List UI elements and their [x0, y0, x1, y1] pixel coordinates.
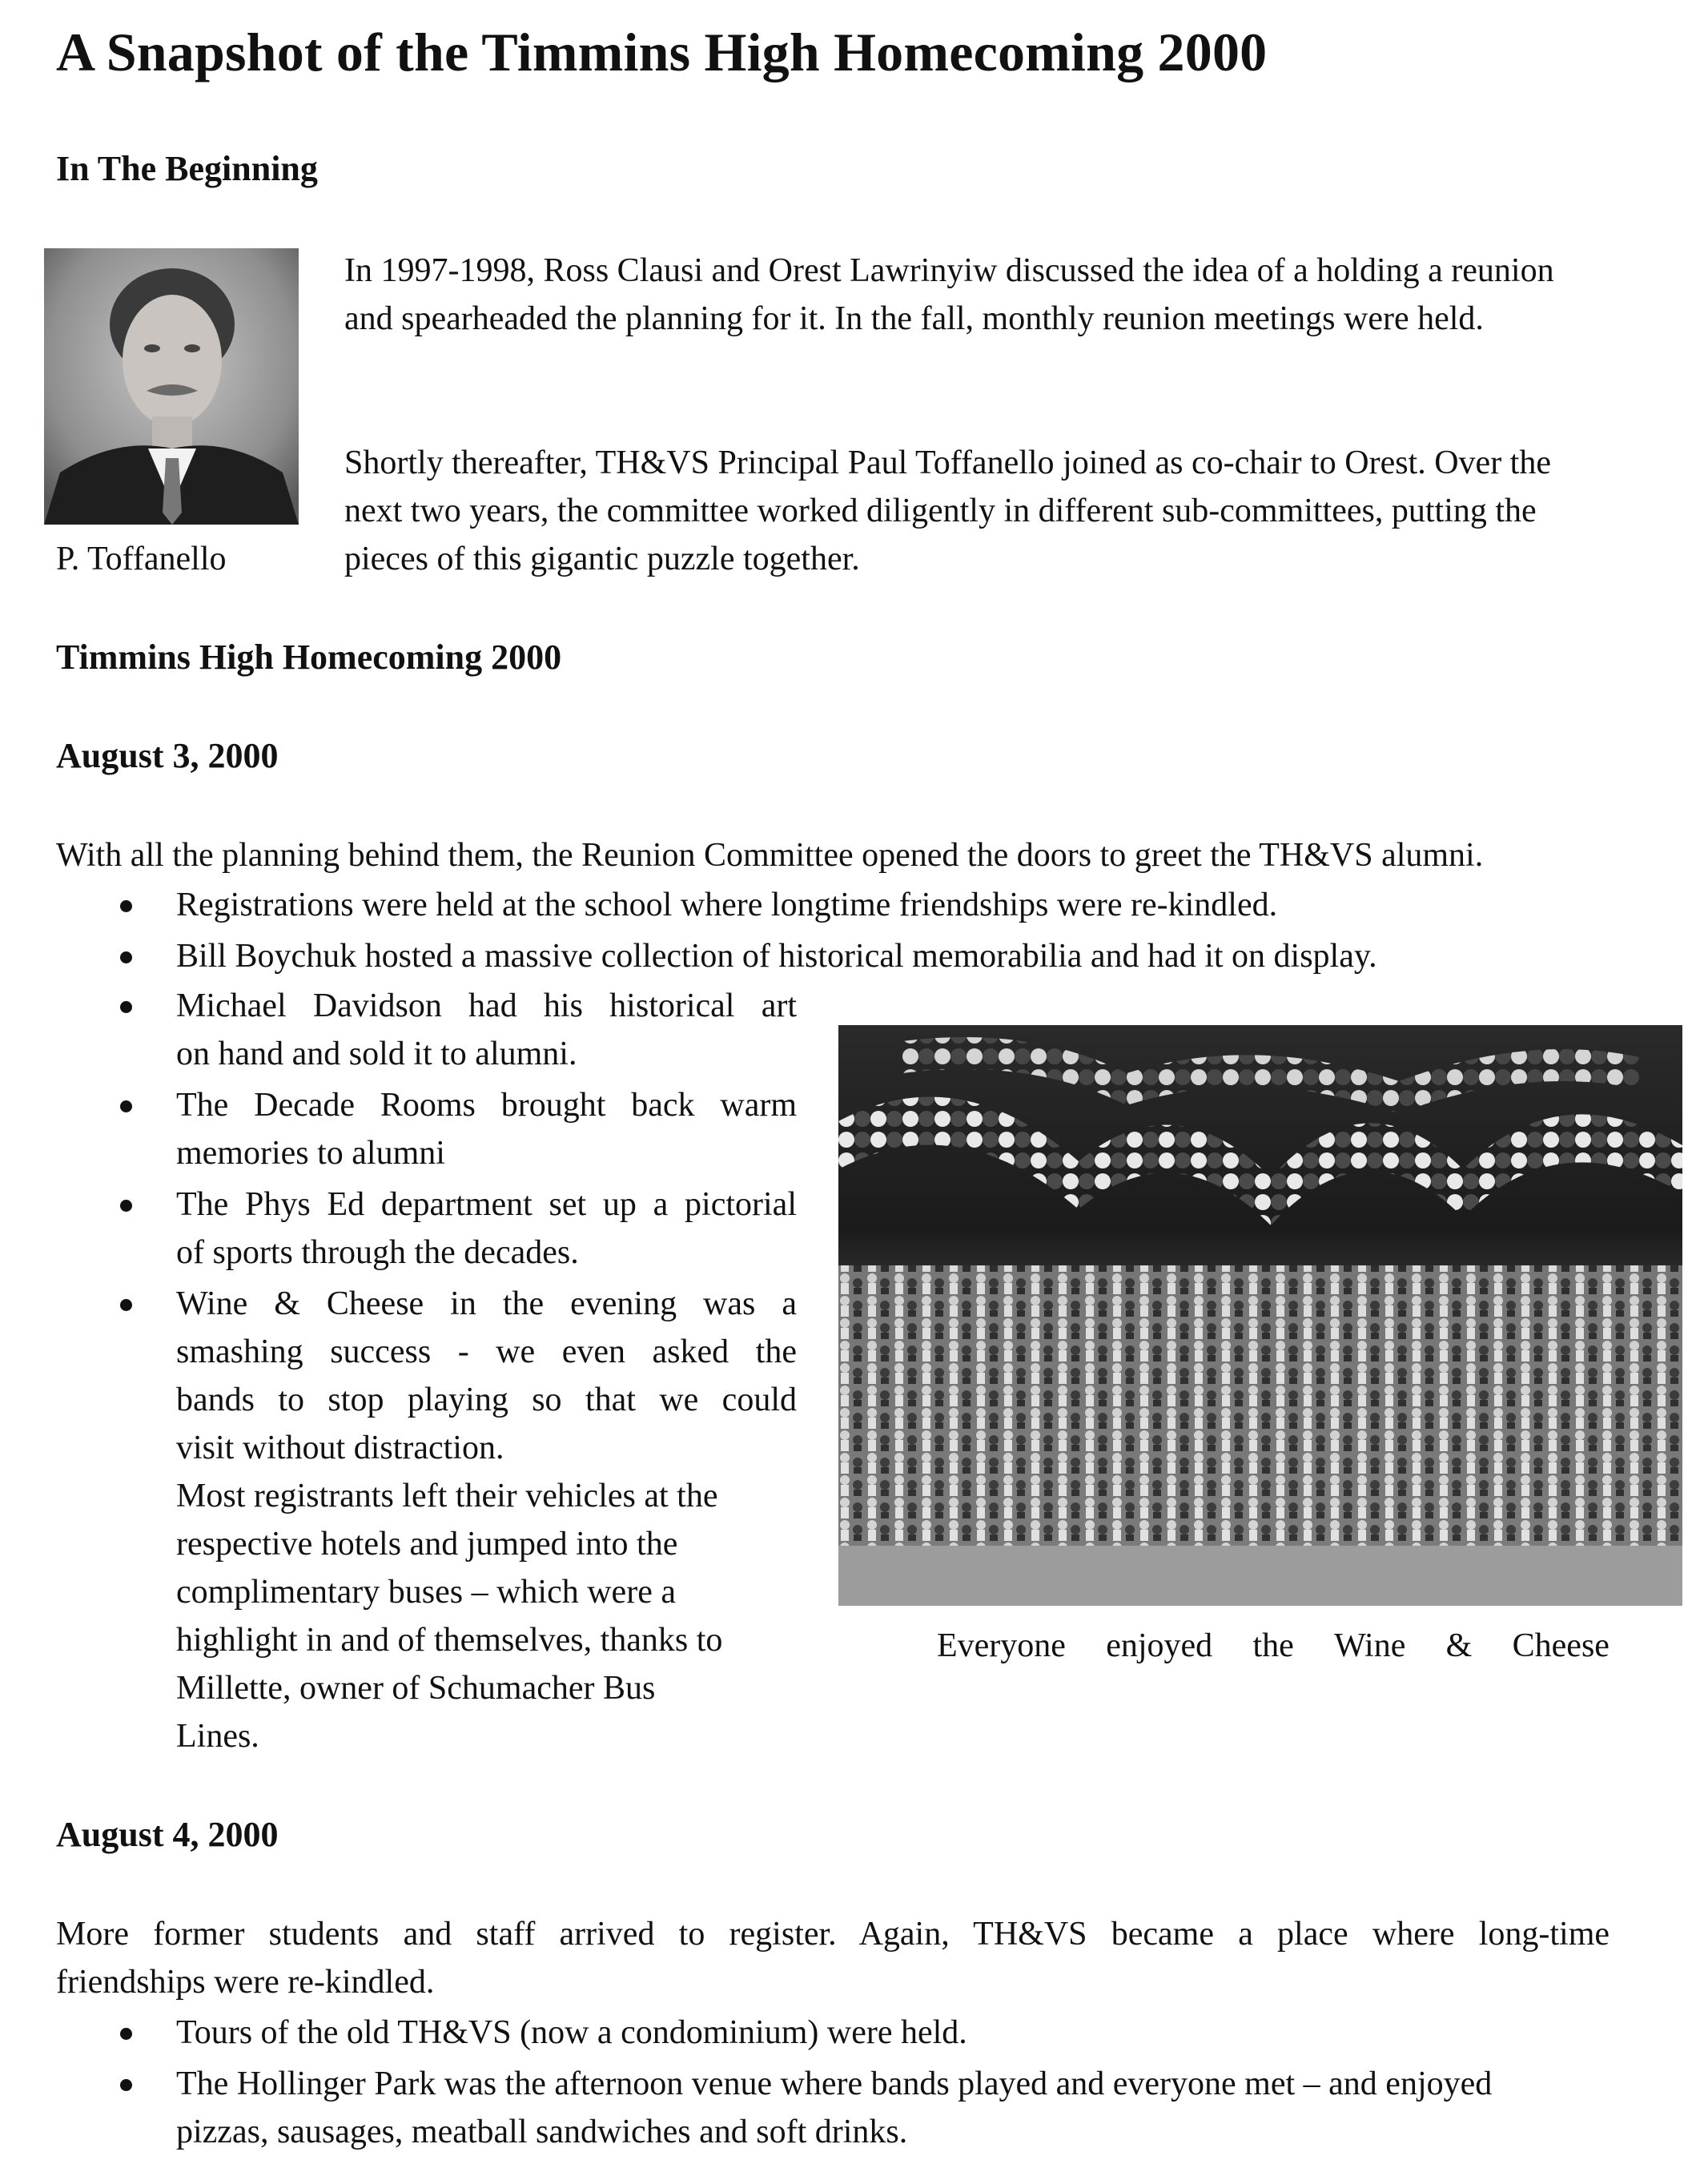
- list-item: The Phys Ed department set up a pictorial of sports through the decades.: [56, 1181, 797, 1277]
- list-item: Registrations were held at the school where longtime friendships were re-kindled.: [56, 881, 1690, 929]
- aug3-bullets-full: [56, 881, 1690, 983]
- bullet-icon: [120, 1100, 132, 1112]
- list-item: Bill Boychuk hosted a massive collection of historical memorabilia and had it on display.: [56, 932, 1690, 980]
- beginning-paragraph-2: Shortly thereafter, TH&VS Principal Paul Toffanello joined as co-chair to Orest. Over the next two years, the committee worked diligently in different sub-committees, putting the pieces of this gigantic puzzle together.: [344, 444, 1551, 577]
- aug4-bullets: [56, 2009, 1690, 2159]
- portrait-caption: P. Toffanello: [56, 541, 227, 577]
- section-heading-homecoming: Timmins High Homecoming 2000: [56, 638, 562, 677]
- list-item: Wine & Cheese in the evening was a smashing success - we even asked the bands to stop playing so that we could visit without distraction. Most registrants left their vehicles at the respective hotels and jumped into the complimentary buses – which were a highlight in and of themselves, thanks to Millette, owner of Schumacher Bus Lines.: [56, 1280, 797, 1760]
- list-item: Tours of the old TH&VS (now a condominium) were held.: [56, 2009, 1690, 2057]
- crowd-photo-caption: Everyone enjoyed the Wine & Cheese: [937, 1627, 1610, 1664]
- aug4-intro: More former students and staff arrived to register. Again, TH&VS became a place where long-time friendships were re-kindled.: [56, 1916, 1610, 2001]
- list-item: Michael Davidson had his historical art on hand and sold it to alumni.: [56, 982, 797, 1078]
- list-item: The Hollinger Park was the afternoon venue where bands played and everyone met – and enjoyed pizzas, sausages, meatball sandwiches and soft drinks.: [56, 2060, 1690, 2156]
- bullet-icon: [120, 2028, 132, 2040]
- aug3-intro: With all the planning behind them, the Reunion Committee opened the doors to greet the TH&VS alumni.: [56, 837, 1484, 874]
- aug3-bullets-narrow: [56, 982, 797, 1760]
- wine-and-cheese-photo: [838, 1025, 1682, 1606]
- section-heading-beginning: In The Beginning: [56, 149, 318, 188]
- bullet-icon: [120, 900, 132, 912]
- portrait-photo-image: [44, 248, 299, 525]
- bullet-icon: [120, 951, 132, 963]
- beginning-paragraph-1: In 1997-1998, Ross Clausi and Orest Lawrinyiw discussed the idea of a holding a reunion and spearheaded the planning for it. In the fall, monthly reunion meetings were held.: [344, 252, 1554, 337]
- portrait-photo: [44, 248, 299, 525]
- bullet-icon: [120, 2079, 132, 2091]
- crowd-photo-image: [838, 1025, 1682, 1606]
- list-item: The Decade Rooms brought back warm memories to alumni: [56, 1081, 797, 1177]
- date-heading-aug3: August 3, 2000: [56, 736, 279, 775]
- bullet-icon: [120, 1299, 132, 1311]
- date-heading-aug4: August 4, 2000: [56, 1815, 279, 1854]
- page-title: A Snapshot of the Timmins High Homecoming 2000: [56, 22, 1268, 82]
- bullet-icon: [120, 1200, 132, 1212]
- bullet-icon: [120, 1001, 132, 1013]
